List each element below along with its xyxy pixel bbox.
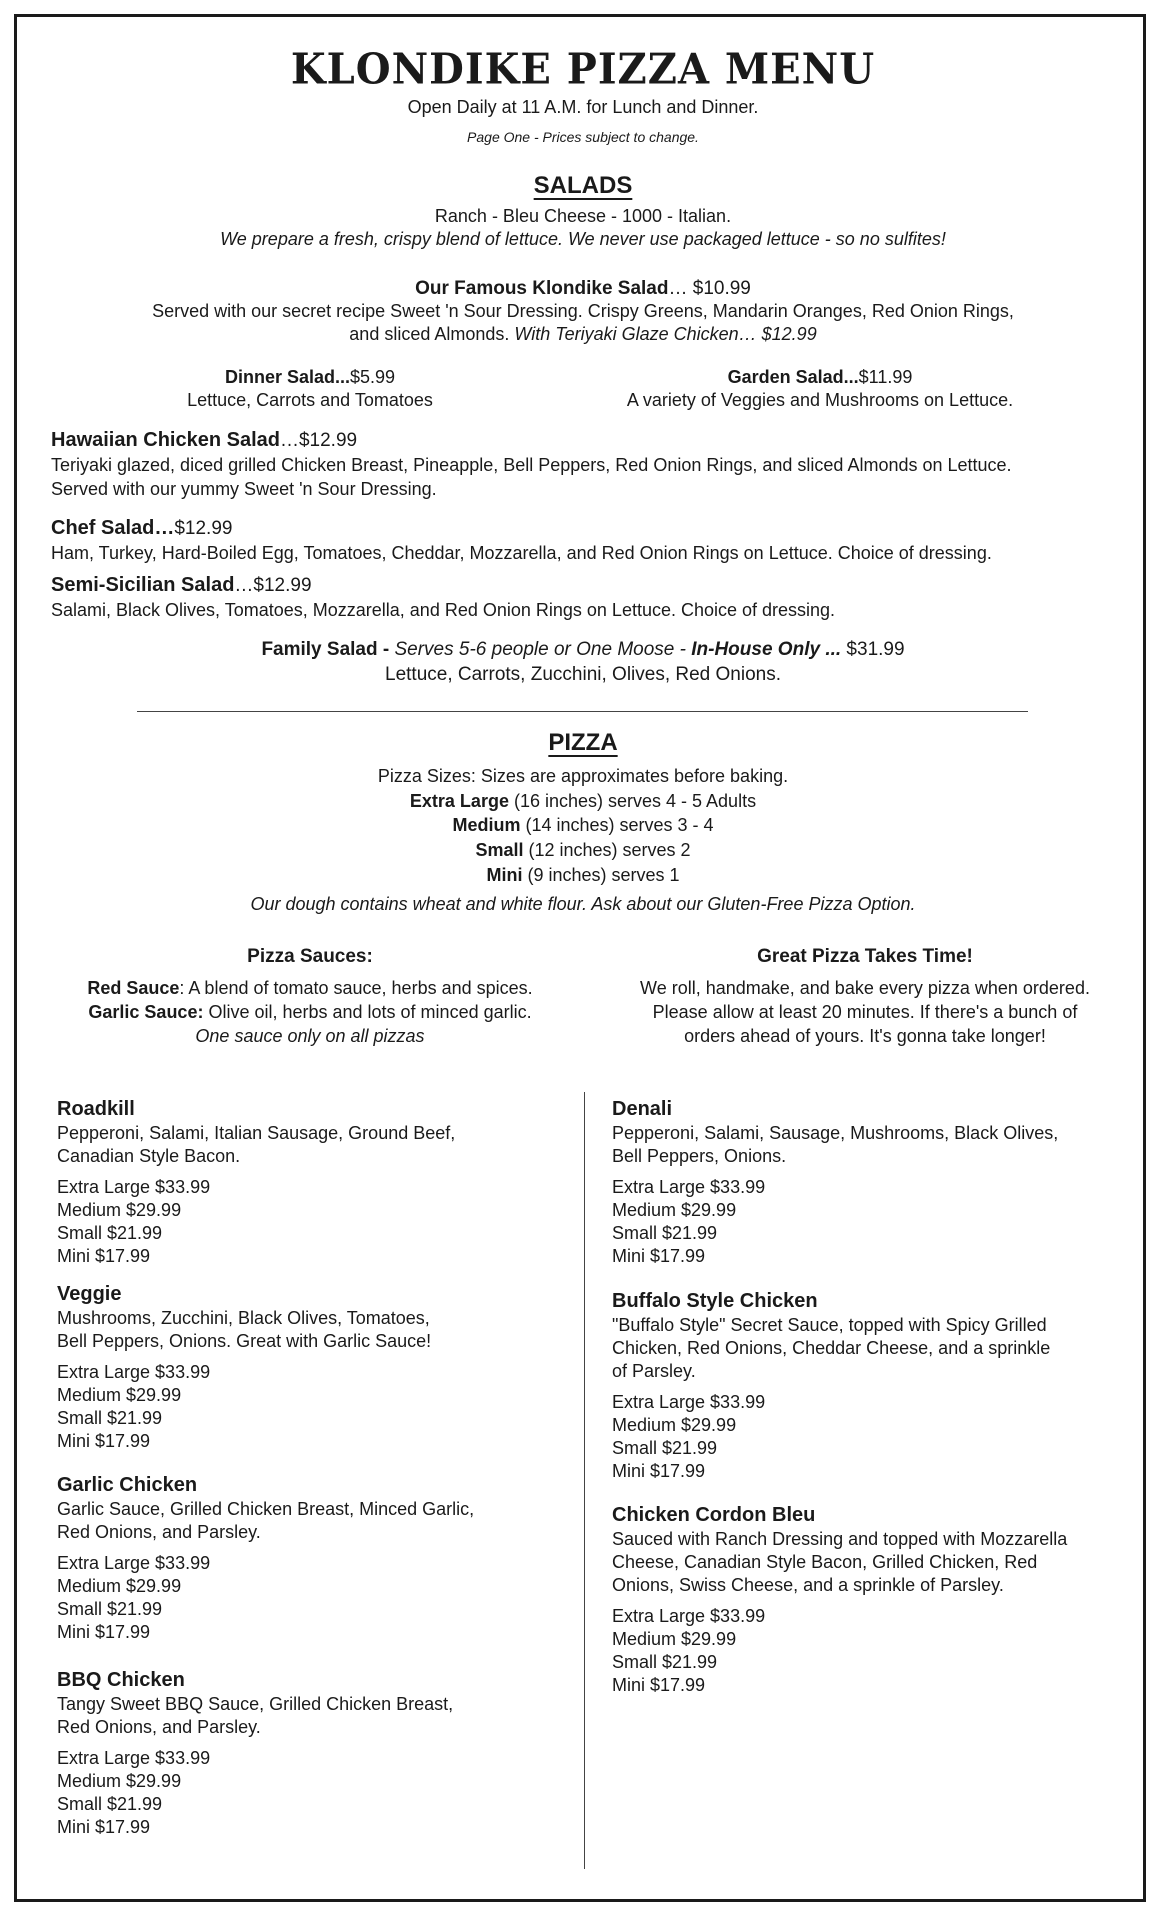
pizza-desc-line: Canadian Style Bacon. <box>57 1146 241 1166</box>
page-note: Page One - Prices subject to change. <box>467 129 699 145</box>
famous-salad-desc2-text: and sliced Almonds. <box>349 324 515 344</box>
price-extra-large: Extra Large $33.99 <box>57 1362 211 1382</box>
dressings-text: Ranch - Bleu Cheese - 1000 - Italian. <box>434 206 732 226</box>
size-name: Small <box>475 840 524 860</box>
time-line1: We roll, handmake, and bake every pizza when ordered. <box>640 978 1090 998</box>
time-line3: orders ahead of yours. It's gonna take longer! <box>684 1026 1046 1046</box>
sauces-heading: Pizza Sauces: <box>247 946 373 967</box>
hours-text: Open Daily at 11 A.M. for Lunch and Dinner. <box>407 97 759 117</box>
pizza-desc-line: "Buffalo Style" Secret Sauce, topped with Spicy Grilled <box>612 1315 1047 1335</box>
price-small: Small $21.99 <box>57 1794 163 1814</box>
pizza-desc-line: Chicken, Red Onions, Cheddar Cheese, and a sprinkle <box>612 1338 1051 1358</box>
pizza-desc-line: Sauced with Ranch Dressing and topped with Mozzarella <box>612 1529 1068 1549</box>
time-heading: Great Pizza Takes Time! <box>757 946 973 967</box>
pizza-garlic-chicken <box>57 1472 474 1644</box>
garlic-sauce-desc: Olive oil, herbs and lots of minced garlic. <box>203 1002 532 1022</box>
family-salad-inhouse: In-House Only ... <box>691 639 842 660</box>
price-extra-large: Extra Large $33.99 <box>612 1177 766 1197</box>
pizza-bbq-chicken <box>57 1667 453 1839</box>
chef-salad-name: Chef Salad… <box>51 517 175 539</box>
size-name: Mini <box>486 865 523 885</box>
size-small <box>0 840 1166 861</box>
garden-salad <box>590 366 1050 412</box>
pizza-veggie <box>57 1281 431 1453</box>
pizza-desc-line: Bell Peppers, Onions. Great with Garlic Sauce! <box>57 1331 432 1351</box>
red-sauce-name: Red Sauce <box>87 978 180 998</box>
red-sauce-desc: : A blend of tomato sauce, herbs and spices. <box>179 978 533 998</box>
size-medium <box>0 815 1166 836</box>
teriyaki-option: With Teriyaki Glaze Chicken… $12.99 <box>514 324 817 344</box>
semi-sicilian-salad <box>51 573 1121 622</box>
dinner-salad <box>110 366 510 412</box>
price-mini: Mini $17.99 <box>57 1246 151 1266</box>
family-salad-name: Family Salad - <box>261 639 395 660</box>
pizza-desc-line: Tangy Sweet BBQ Sauce, Grilled Chicken Breast, <box>57 1694 454 1714</box>
price-mini: Mini $17.99 <box>612 1675 706 1695</box>
pizza-chicken-cordon-bleu <box>612 1502 1067 1697</box>
price-medium: Medium $29.99 <box>612 1629 737 1649</box>
pizza-name: Chicken Cordon Bleu <box>612 1504 816 1526</box>
dinner-salad-desc: Lettuce, Carrots and Tomatoes <box>187 390 433 410</box>
garlic-sauce-name: Garlic Sauce: <box>88 1002 204 1022</box>
pizza-desc-line: Onions, Swiss Cheese, and a sprinkle of Parsley. <box>612 1575 1004 1595</box>
time-line2: Please allow at least 20 minutes. If there's a bunch of <box>652 1002 1078 1022</box>
size-detail: (9 inches) serves 1 <box>522 865 680 885</box>
famous-salad-desc2 <box>0 324 1166 345</box>
price-mini: Mini $17.99 <box>57 1622 151 1642</box>
pizza-sauces <box>40 945 580 1048</box>
dinner-salad-name: Dinner Salad... <box>224 367 350 387</box>
size-name: Extra Large <box>409 791 509 811</box>
famous-salad <box>0 278 1166 300</box>
hawaiian-salad-price: …$12.99 <box>279 430 358 451</box>
price-extra-large: Extra Large $33.99 <box>612 1392 766 1412</box>
size-detail: (14 inches) serves 3 - 4 <box>520 815 714 835</box>
pizza-time <box>590 945 1140 1048</box>
menu-title: KLONDIKE PIZZA MENU <box>290 44 876 95</box>
price-mini: Mini $17.99 <box>57 1431 151 1451</box>
price-extra-large: Extra Large $33.99 <box>57 1177 211 1197</box>
pizza-name: Veggie <box>57 1283 122 1305</box>
pizza-roadkill <box>57 1096 455 1268</box>
price-small: Small $21.99 <box>612 1438 718 1458</box>
hawaiian-salad-desc1: Teriyaki glazed, diced grilled Chicken Breast, Pineapple, Bell Peppers, Red Onion Rings, and sliced Almonds on Lettuce. <box>51 455 1012 475</box>
size-extra-large <box>0 791 1166 812</box>
pizza-desc-line: Cheese, Canadian Style Bacon, Grilled Chicken, Red <box>612 1552 1038 1572</box>
price-small: Small $21.99 <box>57 1408 163 1428</box>
pizza-name: BBQ Chicken <box>57 1669 185 1691</box>
famous-salad-price: … $10.99 <box>668 278 751 299</box>
price-mini: Mini $17.99 <box>57 1817 151 1837</box>
pizza-sizes-intro: Pizza Sizes: Sizes are approximates before baking. <box>377 766 789 786</box>
chef-salad-desc: Ham, Turkey, Hard-Boiled Egg, Tomatoes, Cheddar, Mozzarella, and Red Onion Rings on Lettuce. Choice of dressing. <box>51 543 992 563</box>
price-medium: Medium $29.99 <box>57 1576 182 1596</box>
price-medium: Medium $29.99 <box>57 1385 182 1405</box>
column-divider <box>584 1092 585 1869</box>
family-salad <box>0 639 1166 661</box>
family-salad-desc: Lettuce, Carrots, Zucchini, Olives, Red Onions. <box>385 664 781 685</box>
pizza-desc-line: Mushrooms, Zucchini, Black Olives, Tomatoes, <box>57 1308 430 1328</box>
price-small: Small $21.99 <box>612 1223 718 1243</box>
pizza-desc-line: Red Onions, and Parsley. <box>57 1717 261 1737</box>
price-extra-large: Extra Large $33.99 <box>57 1748 211 1768</box>
price-mini: Mini $17.99 <box>612 1246 706 1266</box>
pizza-heading: PIZZA <box>548 729 618 756</box>
pizza-desc-line: of Parsley. <box>612 1361 696 1381</box>
size-detail: (16 inches) serves 4 - 5 Adults <box>508 791 757 811</box>
pizza-name: Garlic Chicken <box>57 1474 198 1496</box>
chef-salad <box>51 516 1121 565</box>
pizza-desc-line: Pepperoni, Salami, Italian Sausage, Ground Beef, <box>57 1123 456 1143</box>
pizza-name: Roadkill <box>57 1098 135 1120</box>
pizza-denali <box>612 1096 1058 1268</box>
chef-salad-price: $12.99 <box>174 518 233 539</box>
hawaiian-salad <box>51 428 1121 501</box>
salads-heading: SALADS <box>533 172 633 199</box>
price-extra-large: Extra Large $33.99 <box>57 1553 211 1573</box>
pizza-desc-line: Pepperoni, Salami, Sausage, Mushrooms, Black Olives, <box>612 1123 1059 1143</box>
price-extra-large: Extra Large $33.99 <box>612 1606 766 1626</box>
hawaiian-salad-desc2: Served with our yummy Sweet 'n Sour Dressing. <box>51 479 437 499</box>
size-detail: (12 inches) serves 2 <box>523 840 691 860</box>
pizza-desc-line: Red Onions, and Parsley. <box>57 1522 261 1542</box>
famous-salad-desc1: Served with our secret recipe Sweet 'n Sour Dressing. Crispy Greens, Mandarin Oranges, Red Onion Rings, <box>152 301 1014 321</box>
pizza-buffalo-style-chicken <box>612 1288 1050 1483</box>
price-mini: Mini $17.99 <box>612 1461 706 1481</box>
dough-note: Our dough contains wheat and white flour. Ask about our Gluten-Free Pizza Option. <box>250 894 916 914</box>
hawaiian-salad-name: Hawaiian Chicken Salad <box>51 429 280 451</box>
price-small: Small $21.99 <box>612 1652 718 1672</box>
price-small: Small $21.99 <box>57 1223 163 1243</box>
price-medium: Medium $29.99 <box>57 1771 182 1791</box>
dinner-salad-price: $5.99 <box>350 367 396 387</box>
garden-salad-price: $11.99 <box>858 367 913 387</box>
famous-salad-name: Our Famous Klondike Salad <box>415 278 669 299</box>
section-divider <box>137 711 1028 712</box>
garden-salad-name: Garden Salad... <box>727 367 859 387</box>
sauce-note: One sauce only on all pizzas <box>195 1026 425 1046</box>
pizza-name: Buffalo Style Chicken <box>612 1290 818 1312</box>
price-medium: Medium $29.99 <box>57 1200 182 1220</box>
garden-salad-desc: A variety of Veggies and Mushrooms on Lettuce. <box>626 390 1014 410</box>
semi-sicilian-salad-price: …$12.99 <box>234 575 312 596</box>
price-medium: Medium $29.99 <box>612 1200 737 1220</box>
size-mini <box>0 865 1166 886</box>
price-medium: Medium $29.99 <box>612 1415 737 1435</box>
pizza-desc-line: Garlic Sauce, Grilled Chicken Breast, Minced Garlic, <box>57 1499 475 1519</box>
pizza-desc-line: Bell Peppers, Onions. <box>612 1146 787 1166</box>
semi-sicilian-salad-desc: Salami, Black Olives, Tomatoes, Mozzarella, and Red Onion Rings on Lettuce. Choice of dressing. <box>51 600 836 620</box>
lettuce-note: We prepare a fresh, crispy blend of lettuce. We never use packaged lettuce - so no sulfites! <box>220 229 946 249</box>
family-salad-price: $31.99 <box>841 639 905 660</box>
price-small: Small $21.99 <box>57 1599 163 1619</box>
semi-sicilian-salad-name: Semi-Sicilian Salad <box>51 574 235 596</box>
size-name: Medium <box>452 815 521 835</box>
family-salad-serves: Serves 5-6 people or One Moose - <box>394 639 692 660</box>
pizza-name: Denali <box>612 1098 673 1120</box>
